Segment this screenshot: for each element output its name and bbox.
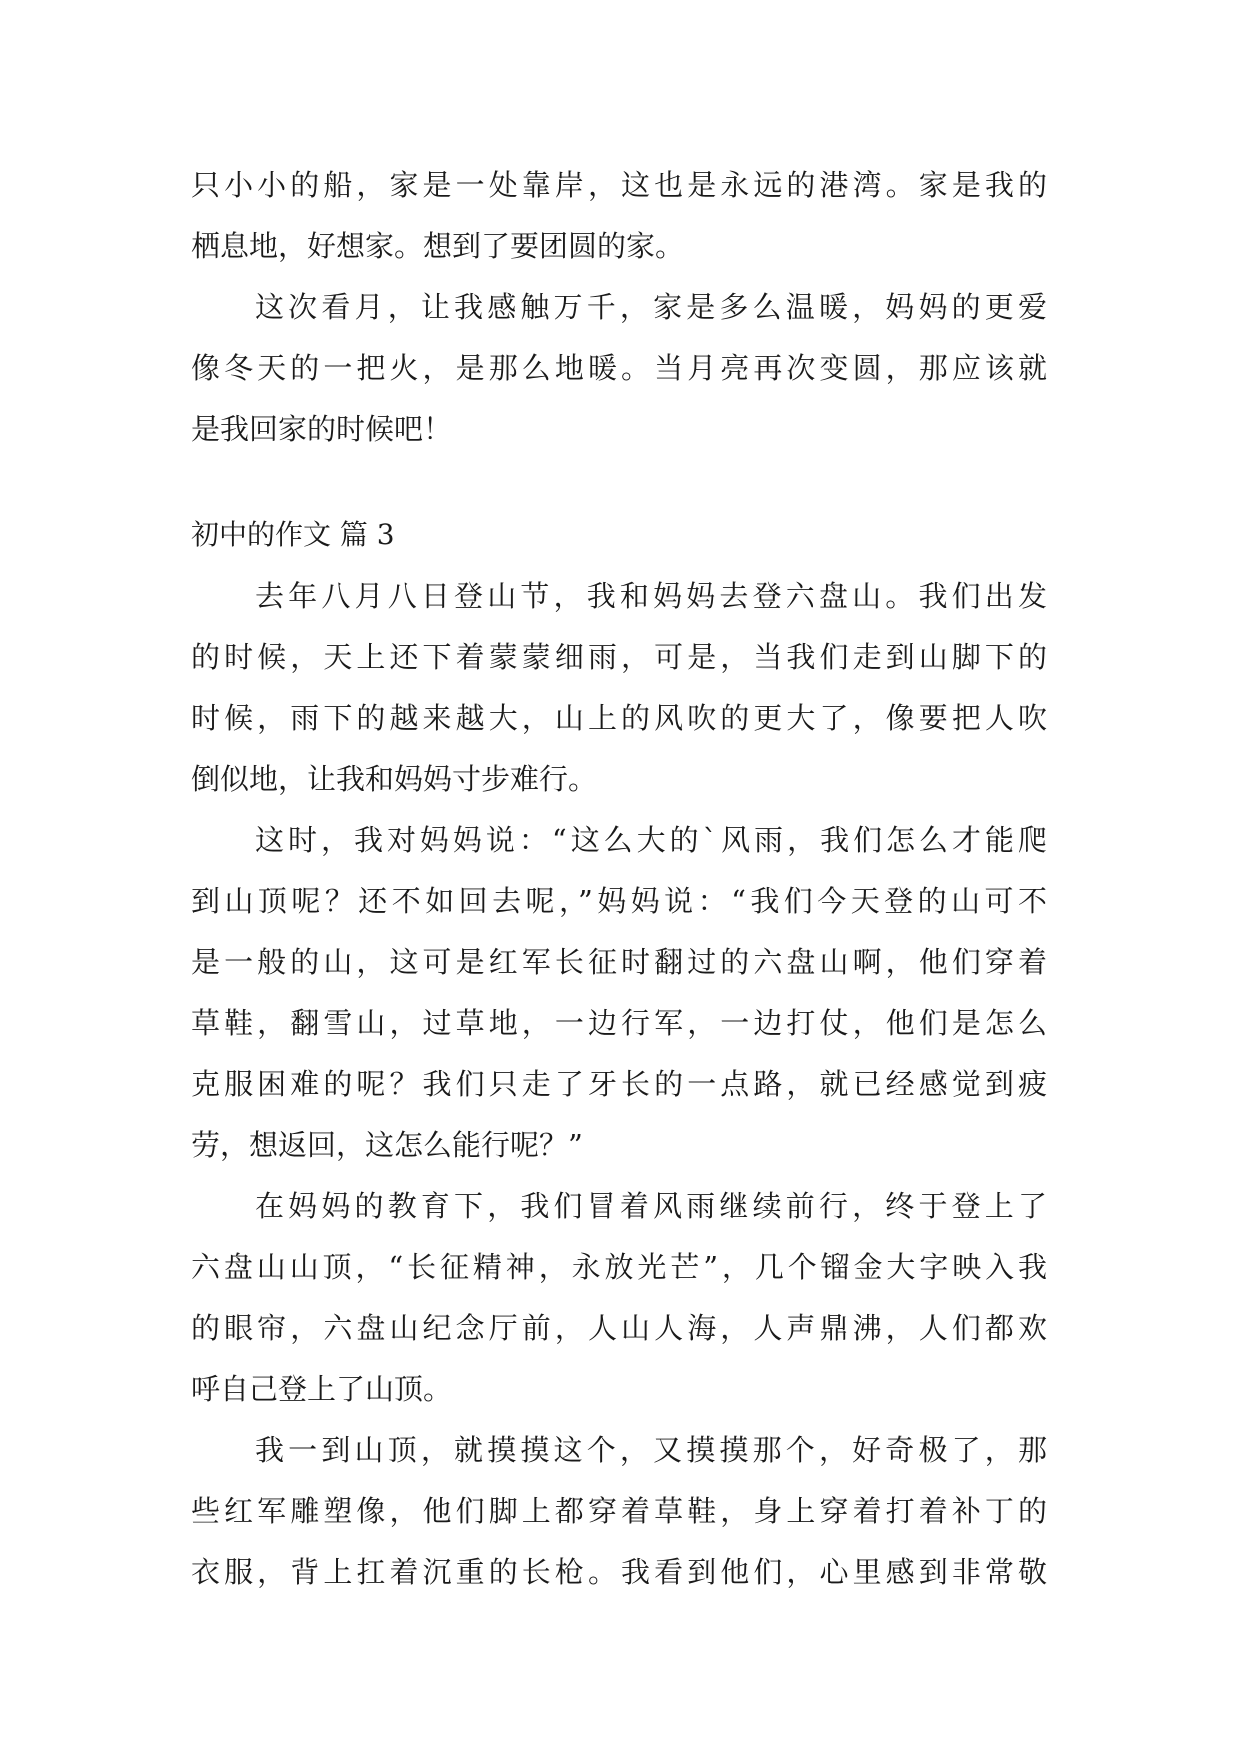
paragraph-line: 六盘山山顶，“长征精神，永放光芒”，几个镏金大字映入我 (191, 1250, 1047, 1284)
paragraph-line: 草鞋，翻雪山，过草地，一边行军，一边打仗，他们是怎么 (191, 1006, 1047, 1040)
paragraph-line: 倒似地，让我和妈妈寸步难行。 (191, 762, 598, 796)
paragraph-line: 呼自己登上了山顶。 (191, 1372, 453, 1406)
paragraph-line: 时候，雨下的越来越大，山上的风吹的更大了，像要把人吹 (191, 701, 1047, 735)
paragraph-line: 这时，我对妈妈说：“这么大的`风雨，我们怎么才能爬 (255, 823, 1047, 857)
paragraph-line: 的眼帘，六盘山纪念厅前，人山人海，人声鼎沸，人们都欢 (191, 1311, 1047, 1345)
paragraph-line: 克服困难的呢？我们只走了牙长的一点路，就已经感觉到疲 (191, 1067, 1047, 1101)
paragraph-line: 去年八月八日登山节，我和妈妈去登六盘山。我们出发 (255, 579, 1047, 613)
paragraph-line: 劳，想返回，这怎么能行呢？” (191, 1128, 583, 1162)
paragraph-line: 只小小的船，家是一处靠岸，这也是永远的港湾。家是我的 (191, 168, 1047, 202)
paragraph-line: 这次看月，让我感触万千，家是多么温暖，妈妈的更爱 (255, 290, 1047, 324)
paragraph-line: 到山顶呢？还不如回去呢，”妈妈说：“我们今天登的山可不 (191, 884, 1047, 918)
paragraph-line: 的时候，天上还下着蒙蒙细雨，可是，当我们走到山脚下的 (191, 640, 1047, 674)
paragraph-line: 是我回家的时候吧！ (191, 412, 453, 446)
paragraph-line: 在妈妈的教育下，我们冒着风雨继续前行，终于登上了 (255, 1189, 1047, 1223)
paragraph-line: 我一到山顶，就摸摸这个，又摸摸那个，好奇极了，那 (255, 1433, 1047, 1467)
paragraph-line: 像冬天的一把火，是那么地暖。当月亮再次变圆，那应该就 (191, 351, 1047, 385)
paragraph-line: 栖息地，好想家。想到了要团圆的家。 (191, 229, 685, 263)
section-heading: 初中的作文 篇 3 (191, 518, 395, 551)
paragraph-line: 是一般的山，这可是红军长征时翻过的六盘山啊，他们穿着 (191, 945, 1047, 979)
paragraph-line: 些红军雕塑像，他们脚上都穿着草鞋，身上穿着打着补丁的 (191, 1494, 1047, 1528)
paragraph-line: 衣服，背上扛着沉重的长枪。我看到他们，心里感到非常敬 (191, 1555, 1047, 1589)
